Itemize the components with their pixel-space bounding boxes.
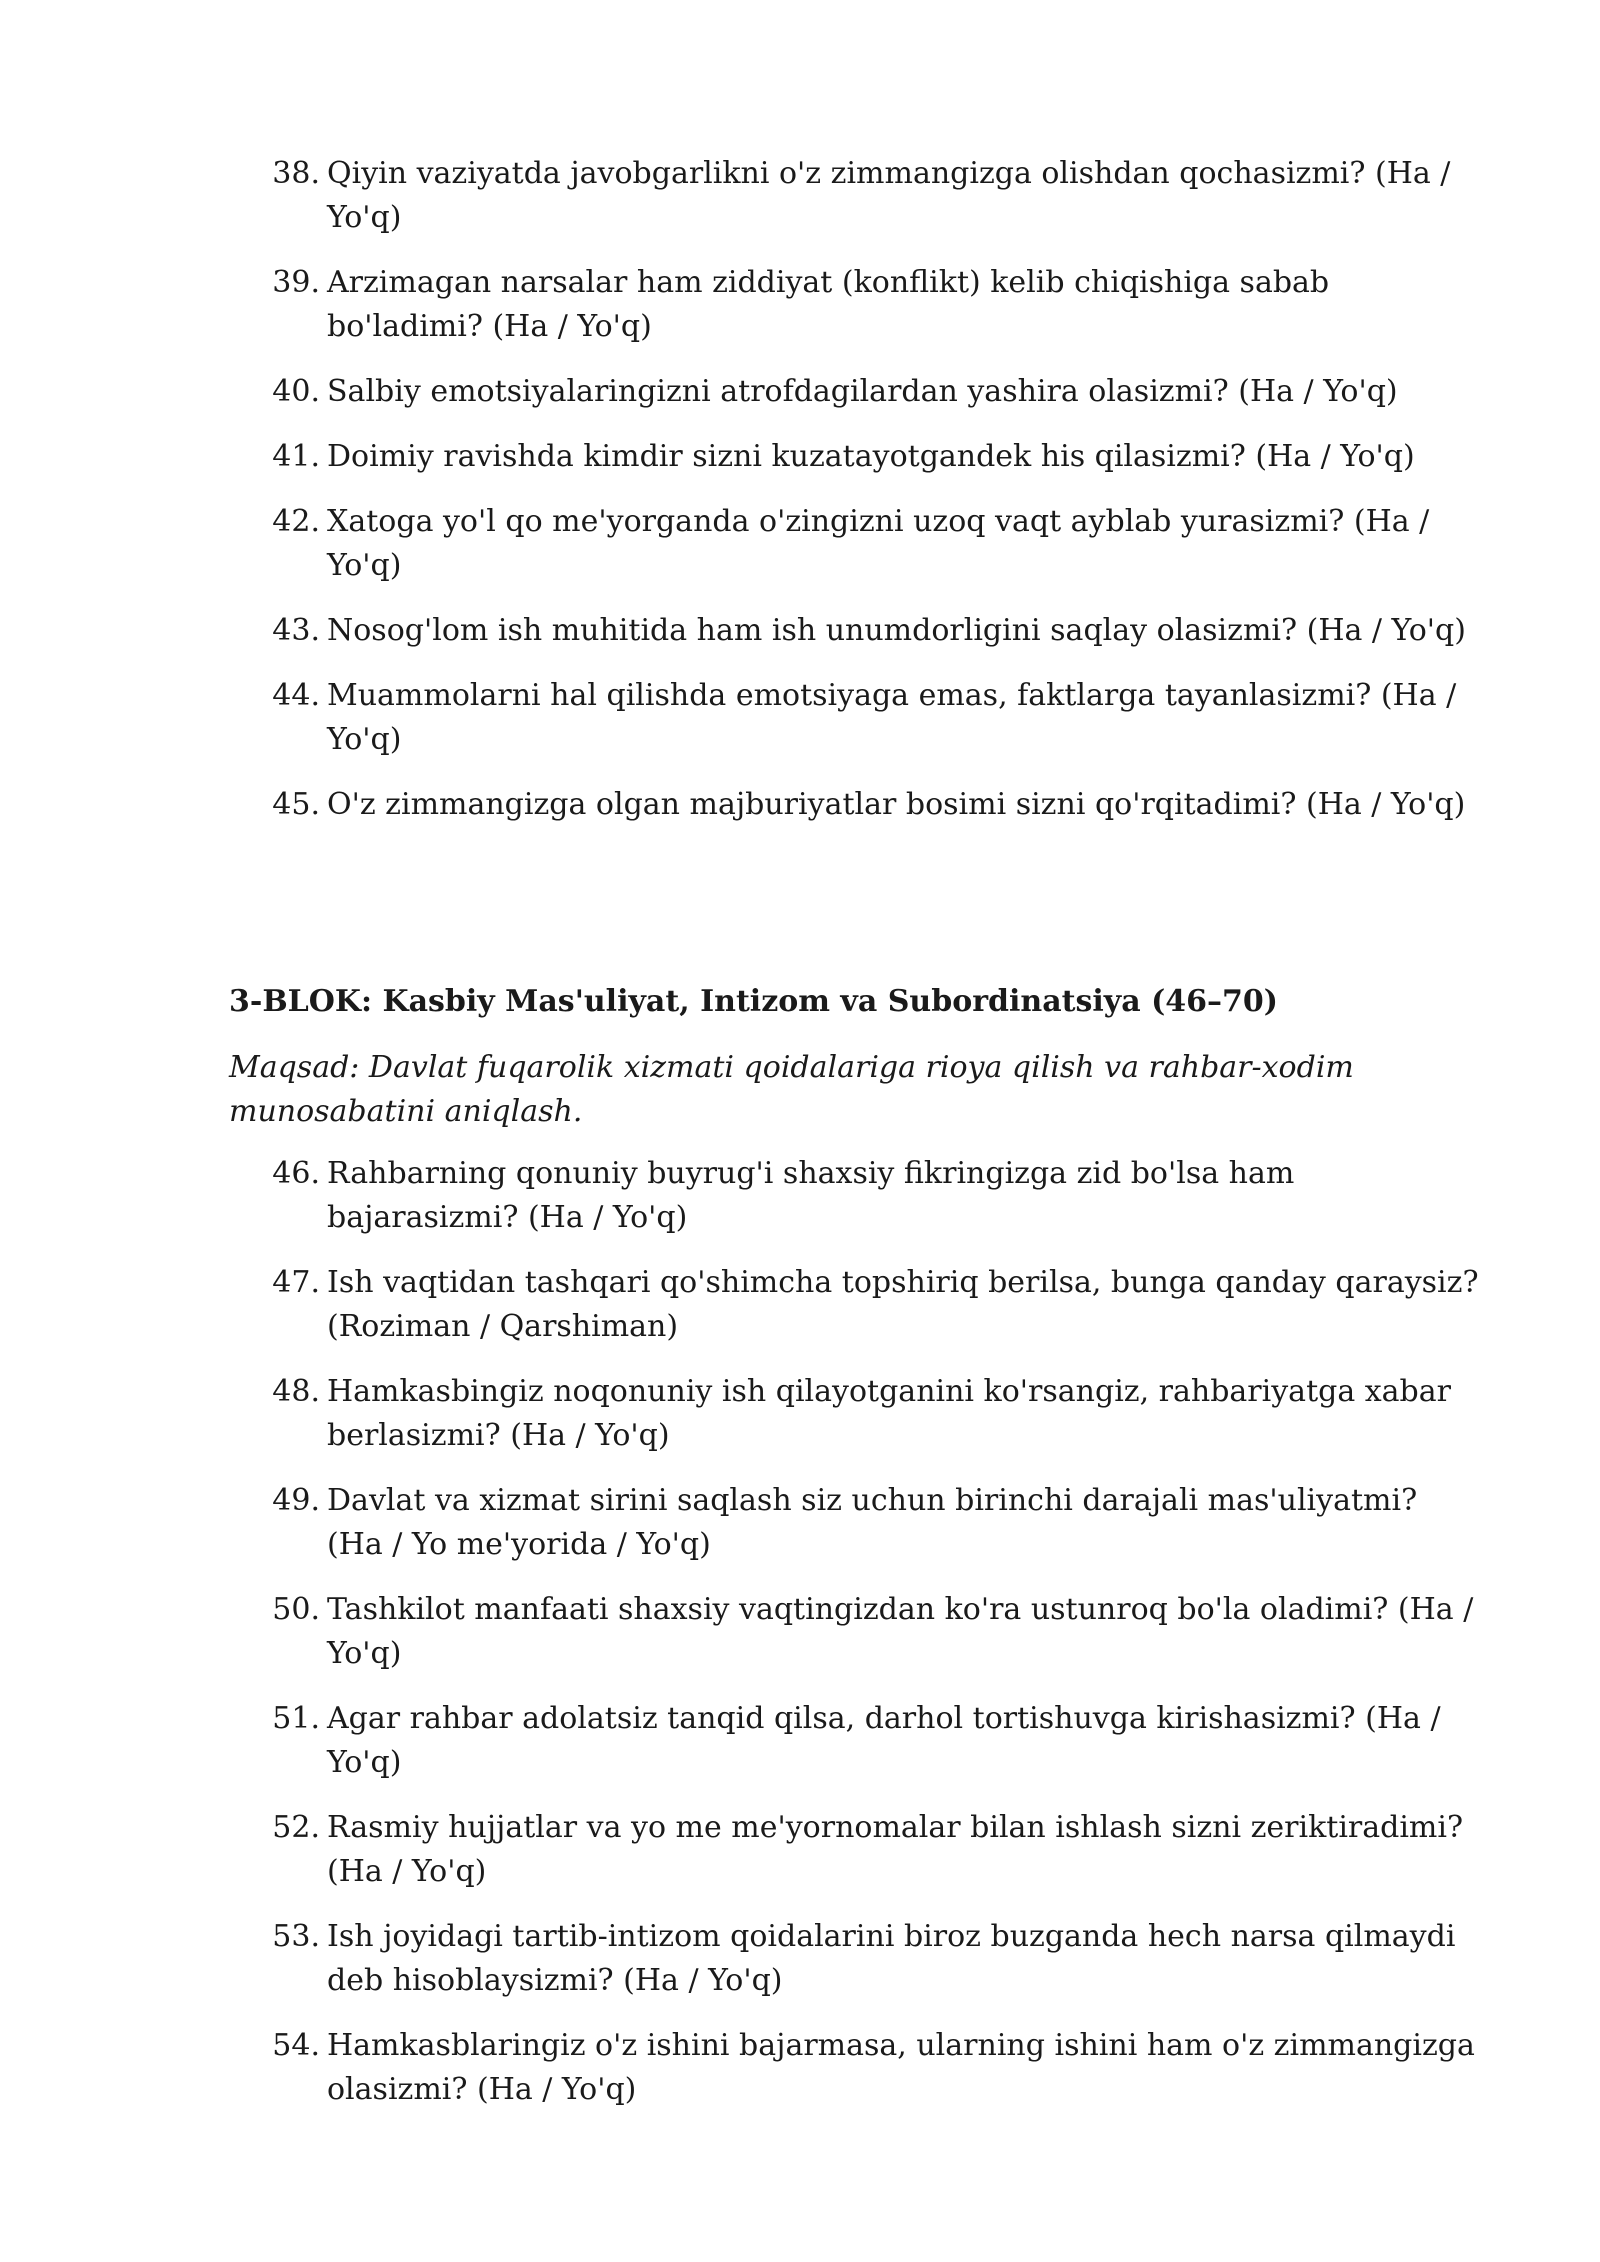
- question-text: O'z zimmangizga olgan majburiyatlar bosimi sizni qo'rqitadimi? (Ha / Yo'q): [327, 787, 1466, 822]
- question-item: [0, 1261, 1600, 1349]
- question-text: Arzimagan narsalar ham ziddiyat (konflikt) kelib chiqishiga sabab bo'ladimi? (Ha / Yo'q): [327, 265, 1330, 344]
- question-text: Xatoga yo'l qo me'yorganda o'zingizni uzoq vaqt ayblab yurasizmi? (Ha / Yo'q): [327, 504, 1430, 583]
- question-number: 48.: [272, 1374, 320, 1409]
- question-text: Agar rahbar adolatsiz tanqid qilsa, darhol tortishuvga kirishasizmi? (Ha / Yo'q): [327, 1701, 1441, 1780]
- question-text: Rahbarning qonuniy buyrug'i shaxsiy fikringizga zid bo'lsa ham bajarasizmi? (Ha / Yo'q): [327, 1156, 1295, 1235]
- question-number: 47.: [272, 1265, 320, 1300]
- question-item: [0, 1806, 1600, 1894]
- question-number: 40.: [272, 374, 320, 409]
- question-text: Qiyin vaziyatda javobgarlikni o'z zimmangizga olishdan qochasizmi? (Ha / Yo'q): [327, 156, 1451, 235]
- question-item: [0, 1370, 1600, 1458]
- question-list-top: [0, 152, 1600, 848]
- question-number: 41.: [272, 439, 320, 474]
- question-text: Hamkasbingiz noqonuniy ish qilayotganini ko'rsangiz, rahbariyatga xabar berlasizmi? (Ha / Yo'q): [327, 1374, 1451, 1453]
- question-number: 54.: [272, 2028, 320, 2063]
- question-text: Tashkilot manfaati shaxsiy vaqtingizdan ko'ra ustunroq bo'la oladimi? (Ha / Yo'q): [327, 1592, 1474, 1671]
- question-number: 52.: [272, 1810, 320, 1845]
- question-item: [0, 1915, 1600, 2003]
- question-item: [0, 370, 1600, 414]
- block-goal: Maqsad: Davlat fuqarolik xizmati qoidalariga rioya qilish va rahbar-xodim munosabatini aniqlash.: [229, 1050, 1354, 1129]
- question-number: 42.: [272, 504, 320, 539]
- question-text: Nosog'lom ish muhitida ham ish unumdorligini saqlay olasizmi? (Ha / Yo'q): [327, 613, 1466, 648]
- question-number: 38.: [272, 156, 320, 191]
- question-text: Doimiy ravishda kimdir sizni kuzatayotgandek his qilasizmi? (Ha / Yo'q): [327, 439, 1415, 474]
- question-number: 51.: [272, 1701, 320, 1736]
- question-number: 44.: [272, 678, 320, 713]
- question-number: 53.: [272, 1919, 320, 1954]
- question-item: [0, 2024, 1600, 2112]
- question-text: Ish vaqtidan tashqari qo'shimcha topshiriq berilsa, bunga qanday qaraysiz? (Roziman / Qarshiman): [327, 1265, 1479, 1344]
- question-item: [0, 1588, 1600, 1676]
- question-item: [0, 783, 1600, 827]
- question-item: [0, 1479, 1600, 1567]
- question-text: Hamkasblaringiz o'z ishini bajarmasa, ularning ishini ham o'z zimmangizga olasizmi? (Ha / Yo'q): [327, 2028, 1475, 2107]
- question-number: 49.: [272, 1483, 320, 1518]
- question-item: [0, 500, 1600, 588]
- question-text: Rasmiy hujjatlar va yo me me'yornomalar bilan ishlash sizni zeriktiradimi? (Ha / Yo'q): [327, 1810, 1464, 1889]
- question-number: 45.: [272, 787, 320, 822]
- question-item: [0, 609, 1600, 653]
- question-item: [0, 152, 1600, 240]
- question-number: 50.: [272, 1592, 320, 1627]
- question-number: 43.: [272, 613, 320, 648]
- question-list-bottom: [0, 1152, 1600, 2133]
- question-item: [0, 435, 1600, 479]
- question-number: 39.: [272, 265, 320, 300]
- question-text: Salbiy emotsiyalaringizni atrofdagilardan yashira olasizmi? (Ha / Yo'q): [327, 374, 1398, 409]
- question-item: [0, 674, 1600, 762]
- question-item: [0, 261, 1600, 349]
- question-text: Ish joyidagi tartib-intizom qoidalarini biroz buzganda hech narsa qilmaydi deb hisoblaysizmi? (Ha / Yo'q): [327, 1919, 1456, 1998]
- block-title: 3-BLOK: Kasbiy Mas'uliyat, Intizom va Subordinatsiya (46–70): [229, 984, 1278, 1019]
- question-text: Davlat va xizmat sirini saqlash siz uchun birinchi darajali mas'uliyatmi? (Ha / Yo me'yorida / Yo'q): [327, 1483, 1418, 1562]
- question-item: [0, 1697, 1600, 1785]
- question-number: 46.: [272, 1156, 320, 1191]
- question-item: [0, 1152, 1600, 1240]
- question-text: Muammolarni hal qilishda emotsiyaga emas, faktlarga tayanlasizmi? (Ha / Yo'q): [327, 678, 1457, 757]
